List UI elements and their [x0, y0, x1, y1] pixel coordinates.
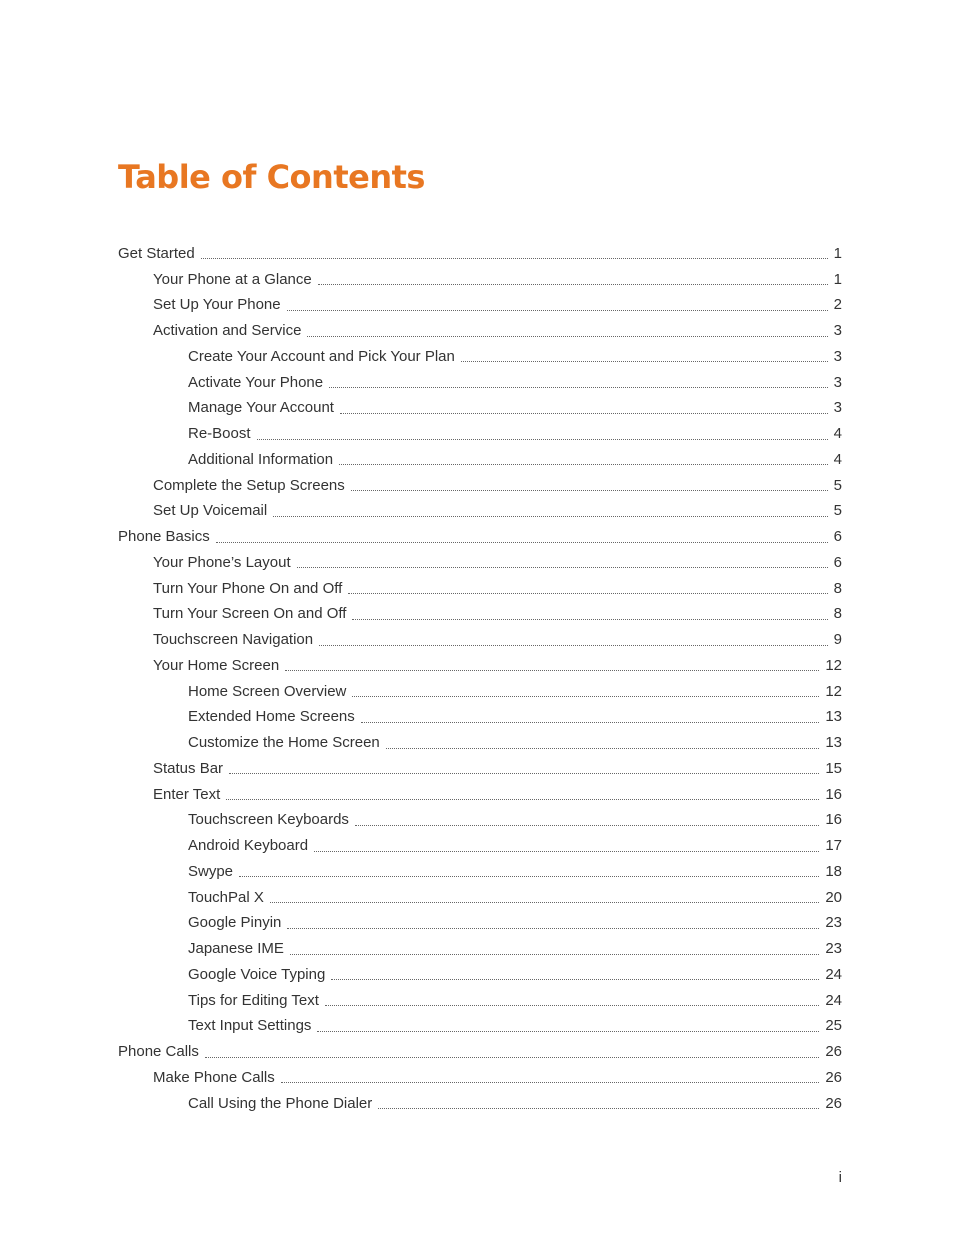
toc-entry[interactable] — [118, 318, 842, 344]
toc-entry-label: Android Keyboard — [188, 837, 309, 855]
toc-entry[interactable] — [118, 911, 842, 937]
toc-entry-label: Additional Information — [188, 450, 334, 468]
toc-entry[interactable] — [118, 859, 842, 885]
toc-entry-label: Your Phone at a Glance — [153, 270, 312, 288]
toc-dot-leader — [226, 799, 819, 800]
toc-entry[interactable] — [118, 447, 842, 473]
toc-entry-page: 15 — [825, 759, 842, 777]
toc-entry-page: 20 — [825, 888, 842, 906]
toc-entry-page: 16 — [825, 811, 842, 829]
toc-entry-label: Manage Your Account — [188, 399, 334, 417]
toc-entry-label: Re-Boost — [188, 425, 251, 443]
toc-entry-page: 9 — [833, 631, 842, 649]
toc-entry-page: 12 — [825, 656, 842, 674]
toc-dot-leader — [281, 1082, 820, 1083]
toc-entry[interactable] — [118, 936, 842, 962]
toc-dot-leader — [273, 516, 827, 517]
toc-dot-leader — [285, 670, 819, 671]
toc-entry-label: Set Up Voicemail — [153, 502, 268, 520]
toc-entry[interactable] — [118, 679, 842, 705]
toc-entry[interactable] — [118, 267, 842, 293]
toc-entry[interactable] — [118, 885, 842, 911]
toc-entry-label: Home Screen Overview — [188, 682, 347, 700]
toc-entry-page: 1 — [833, 244, 842, 262]
toc-entry-page: 3 — [833, 347, 842, 365]
toc-entry-label: Phone Basics — [118, 528, 210, 546]
toc-entry-page: 6 — [833, 528, 842, 546]
toc-entry-page: 3 — [833, 322, 842, 340]
page-number: i — [838, 1169, 842, 1186]
toc-entry-page: 24 — [825, 965, 842, 983]
toc-entry[interactable] — [118, 524, 842, 550]
toc-entry-page: 3 — [833, 399, 842, 417]
toc-entry-label: Japanese IME — [188, 940, 284, 958]
toc-entry[interactable] — [118, 499, 842, 525]
toc-dot-leader — [307, 336, 827, 337]
toc-dot-leader — [352, 696, 819, 697]
toc-dot-leader — [386, 748, 820, 749]
toc-entry-label: Make Phone Calls — [153, 1068, 275, 1086]
toc-entry-page: 5 — [833, 476, 842, 494]
toc-entry-label: Turn Your Phone On and Off — [153, 579, 343, 597]
toc-entry-page: 13 — [825, 708, 842, 726]
toc-entry-label: TouchPal X — [188, 888, 264, 906]
toc-entry-page: 6 — [833, 553, 842, 571]
toc-entry[interactable] — [118, 833, 842, 859]
toc-entry-label: Extended Home Screens — [188, 708, 355, 726]
toc-dot-leader — [329, 387, 828, 388]
toc-entry-label: Google Pinyin — [188, 914, 282, 932]
toc-entry-label: Text Input Settings — [188, 1017, 312, 1035]
toc-entry-page: 2 — [833, 296, 842, 314]
toc-entry[interactable] — [118, 1065, 842, 1091]
toc-entry-page: 17 — [825, 837, 842, 855]
toc-entry-label: Get Started — [118, 244, 195, 262]
toc-entry[interactable] — [118, 473, 842, 499]
toc-entry[interactable] — [118, 370, 842, 396]
toc-entry-page: 4 — [833, 450, 842, 468]
toc-entry[interactable] — [118, 808, 842, 834]
toc-entry[interactable] — [118, 988, 842, 1014]
page-title: Table of Contents — [118, 158, 425, 196]
toc-entry-page: 25 — [825, 1017, 842, 1035]
toc-entry[interactable] — [118, 962, 842, 988]
toc-entry-page: 26 — [825, 1094, 842, 1112]
toc-dot-leader — [201, 258, 828, 259]
toc-entry[interactable] — [118, 421, 842, 447]
toc-entry-page: 18 — [825, 862, 842, 880]
toc-entry-label: Customize the Home Screen — [188, 734, 380, 752]
toc-dot-leader — [257, 439, 828, 440]
toc-entry[interactable] — [118, 730, 842, 756]
toc-dot-leader — [216, 542, 828, 543]
toc-entry-page: 8 — [833, 579, 842, 597]
toc-entry-label: Status Bar — [153, 759, 224, 777]
toc-entry-label: Enter Text — [153, 785, 221, 803]
toc-entry-page: 26 — [825, 1043, 842, 1061]
toc-dot-leader — [239, 876, 819, 877]
toc-entry-label: Activate Your Phone — [188, 373, 324, 391]
toc-entry[interactable] — [118, 344, 842, 370]
toc-entry[interactable] — [118, 756, 842, 782]
toc-entry[interactable] — [118, 782, 842, 808]
toc-dot-leader — [270, 902, 819, 903]
toc-entry-label: Your Phone’s Layout — [153, 553, 291, 571]
toc-entry-label: Turn Your Screen On and Off — [153, 605, 347, 623]
toc-dot-leader — [355, 825, 819, 826]
toc-dot-leader — [352, 619, 827, 620]
toc-dot-leader — [318, 284, 828, 285]
toc-entry-page: 16 — [825, 785, 842, 803]
toc-dot-leader — [229, 773, 819, 774]
toc-dot-leader — [317, 1031, 819, 1032]
table-of-contents — [118, 241, 842, 1117]
toc-entry[interactable] — [118, 241, 842, 267]
toc-entry-label: Your Home Screen — [153, 656, 280, 674]
toc-entry-label: Tips for Editing Text — [188, 991, 319, 1009]
toc-entry-page: 8 — [833, 605, 842, 623]
toc-entry-page: 1 — [833, 270, 842, 288]
toc-dot-leader — [339, 464, 828, 465]
toc-entry[interactable] — [118, 576, 842, 602]
toc-entry[interactable] — [118, 602, 842, 628]
toc-entry-label: Activation and Service — [153, 322, 302, 340]
toc-entry-label: Set Up Your Phone — [153, 296, 281, 314]
toc-entry-label: Touchscreen Navigation — [153, 631, 314, 649]
toc-dot-leader — [361, 722, 820, 723]
toc-entry-label: Complete the Setup Screens — [153, 476, 345, 494]
toc-dot-leader — [297, 567, 828, 568]
toc-entry-page: 24 — [825, 991, 842, 1009]
toc-dot-leader — [348, 593, 827, 594]
toc-dot-leader — [340, 413, 828, 414]
toc-entry[interactable] — [118, 1039, 842, 1065]
toc-entry-page: 5 — [833, 502, 842, 520]
toc-dot-leader — [319, 645, 828, 646]
toc-entry-page: 4 — [833, 425, 842, 443]
toc-entry[interactable] — [118, 550, 842, 576]
toc-dot-leader — [325, 1005, 819, 1006]
toc-entry[interactable] — [118, 627, 842, 653]
toc-entry-label: Create Your Account and Pick Your Plan — [188, 347, 455, 365]
toc-entry-label: Call Using the Phone Dialer — [188, 1094, 373, 1112]
toc-entry-label: Phone Calls — [118, 1043, 199, 1061]
toc-dot-leader — [378, 1108, 819, 1109]
toc-entry[interactable] — [118, 705, 842, 731]
toc-entry-page: 13 — [825, 734, 842, 752]
toc-entry-page: 23 — [825, 940, 842, 958]
toc-entry[interactable] — [118, 293, 842, 319]
toc-entry-label: Swype — [188, 862, 234, 880]
toc-entry-label: Google Voice Typing — [188, 965, 326, 983]
toc-dot-leader — [290, 954, 819, 955]
toc-dot-leader — [205, 1057, 819, 1058]
toc-dot-leader — [287, 310, 828, 311]
toc-dot-leader — [331, 979, 819, 980]
toc-entry-page: 23 — [825, 914, 842, 932]
toc-dot-leader — [287, 928, 819, 929]
toc-entry-label: Touchscreen Keyboards — [188, 811, 349, 829]
toc-entry[interactable] — [118, 1014, 842, 1040]
toc-dot-leader — [314, 851, 819, 852]
toc-entry-page: 3 — [833, 373, 842, 391]
toc-entry-page: 26 — [825, 1068, 842, 1086]
toc-entry[interactable] — [118, 396, 842, 422]
toc-dot-leader — [351, 490, 828, 491]
toc-entry[interactable] — [118, 1091, 842, 1117]
toc-dot-leader — [461, 361, 828, 362]
toc-entry[interactable] — [118, 653, 842, 679]
toc-entry-page: 12 — [825, 682, 842, 700]
